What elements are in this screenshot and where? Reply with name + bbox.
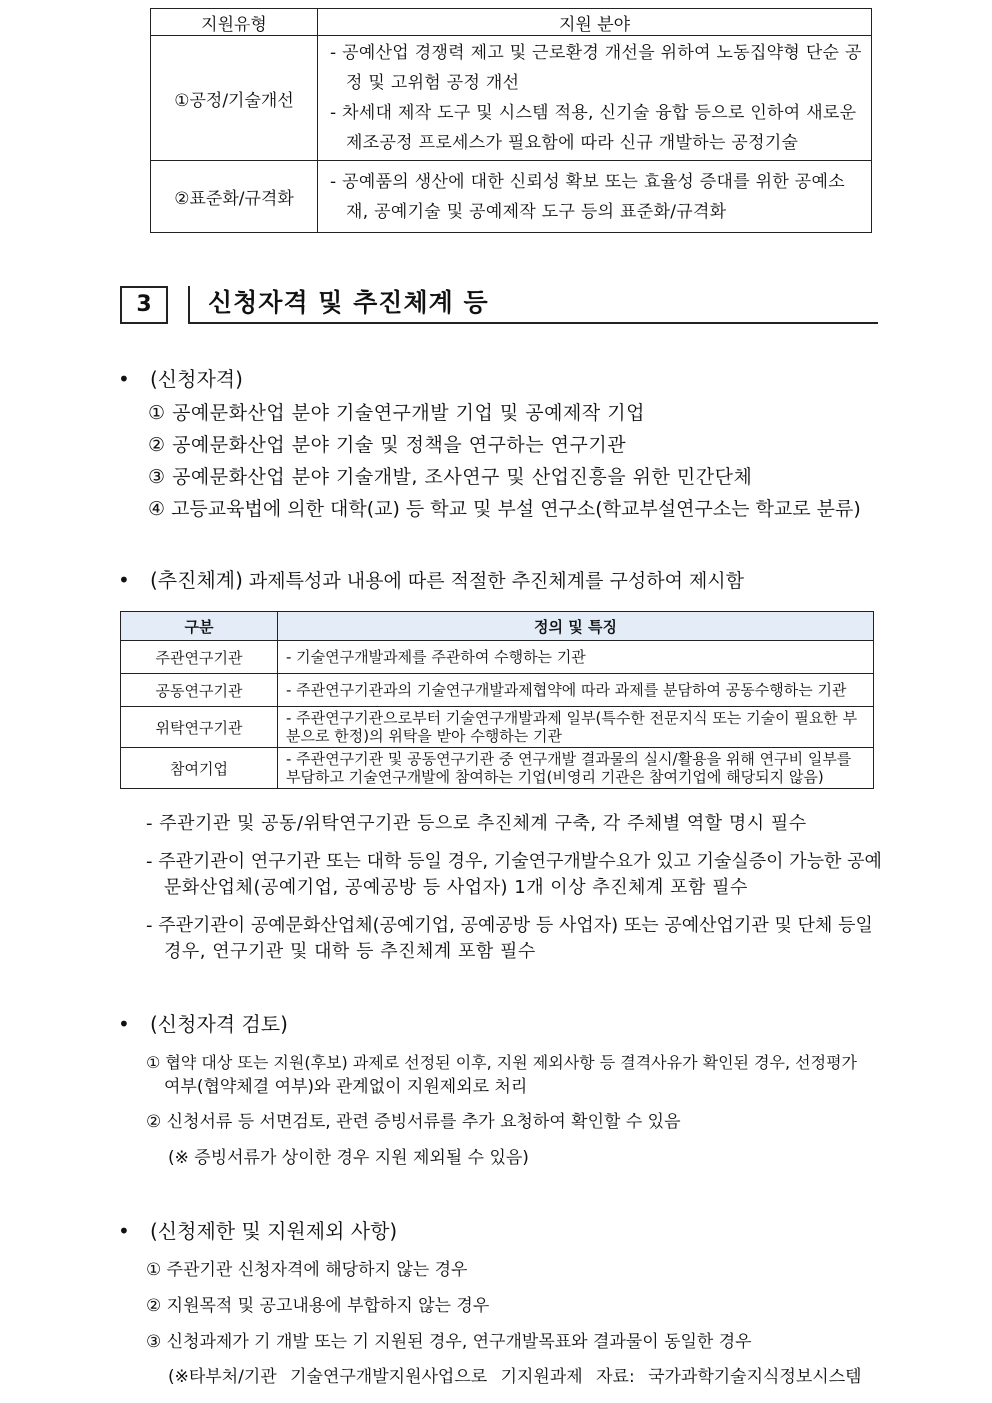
table-row [121,707,874,748]
support-type-cell: ①공정/기술개선 [151,36,318,161]
system-heading-rest: 과제특성과 내용에 따른 적절한 추진체계를 구성하여 제시함 [242,570,745,592]
table-row [121,674,874,707]
org-desc-cell: - 주관연구기관과의 기술연구개발과제협약에 따라 과제를 분담하여 공동수행하는 기관 [278,674,874,707]
restriction-line: ③ 신청과제가 기 개발 또는 기 지원된 경우, 연구개발목표와 결과물이 동일한 경우 [146,1332,752,1352]
bullet-icon: • [118,1012,130,1036]
header-support-type: 지원유형 [151,9,318,36]
system-heading-line [150,566,744,595]
support-field-item: - 공예산업 경쟁력 제고 및 근로환경 개선을 위하여 노동집약형 단순 공정 및 고위험 공정 개선 [330,43,862,93]
restriction-line: ① 주관기관 신청자격에 해당하지 않는 경우 [146,1260,468,1280]
review-line: ① 협약 대상 또는 지원(후보) 과제로 선정된 이후, 지원 제외사항 등 결격사유가 확인된 경우, 선정평가 [146,1053,857,1072]
header-definition: 정의 및 특징 [278,612,874,641]
table-row [121,748,874,789]
qualification-item: ② 공예문화산업 분야 기술 및 정책을 연구하는 연구기관 [148,434,627,456]
header-support-field: 지원 분야 [318,9,872,36]
section-divider-bar [188,286,190,324]
support-field-item: - 공예품의 생산에 대한 신뢰성 확보 또는 효율성 증대를 위한 공예소재, 공예기술 및 공예제작 도구 등의 표준화/규격화 [330,171,845,222]
support-type-cell: ②표준화/규격화 [151,161,318,233]
qualification-heading: (신청자격) [150,367,243,391]
org-type-cell: 공동연구기관 [121,674,278,707]
system-note: - 주관기관이 공예문화산업체(공예기업, 공예공방 등 사업자) 또는 공예산업기관 및 단체 등일 [146,915,873,936]
restriction-note: (※타부처/기관 기술연구개발지원사업으로 기지원과제 자료: 국가과학기술지식정보시스템 [168,1367,862,1387]
bullet-icon: • [118,367,130,391]
org-desc-cell: - 주관연구기관으로부터 기술연구개발과제 일부(특수한 전문지식 또는 기술이 필요한 부분으로 한정)의 위탁을 받아 수행하는 기관 [278,707,874,748]
table-header-row [151,9,872,36]
restriction-line: ② 지원목적 및 공고내용에 부합하지 않는 경우 [146,1296,490,1316]
system-note-cont: 문화산업체(공예기업, 공예공방 등 사업자) 1개 이상 추진체계 포함 필수 [164,877,748,898]
bullet-icon: • [118,568,130,592]
support-field-cell [318,161,872,233]
org-type-cell: 주관연구기관 [121,641,278,674]
qualification-item: ④ 고등교육법에 의한 대학(교) 등 학교 및 부설 연구소(학교부설연구소는 학교로 분류) [148,498,861,520]
review-line: ② 신청서류 등 서면검토, 관련 증빙서류를 추가 요청하여 확인할 수 있음 [146,1112,681,1132]
table-row [151,161,872,233]
org-type-cell: 참여기업 [121,748,278,789]
section-title: 신청자격 및 추진체계 등 [208,288,489,317]
restriction-heading: (신청제한 및 지원제외 사항) [150,1219,398,1243]
review-line: 여부(협약체결 여부)와 관계없이 지원제외로 처리 [164,1077,528,1097]
table-row [151,36,872,161]
qualification-item: ③ 공예문화산업 분야 기술개발, 조사연구 및 산업진흥을 위한 민간단체 [148,466,753,488]
review-note: (※ 증빙서류가 상이한 경우 지원 제외될 수 있음) [168,1148,529,1168]
table-row [121,641,874,674]
review-heading: (신청자격 검토) [150,1012,288,1036]
header-category: 구분 [121,612,278,641]
section-number-box: 3 [120,286,168,324]
system-table [120,611,874,789]
support-field-item: - 차세대 제작 도구 및 시스템 적용, 신기술 융합 등으로 인하여 새로운 제조공정 프로세스가 필요함에 따라 신규 개발하는 공정기술 [330,103,857,153]
system-note-cont: 경우, 연구기관 및 대학 등 추진체계 포함 필수 [164,941,536,962]
system-note: - 주관기관 및 공동/위탁연구기관 등으로 추진체계 구축, 각 주체별 역할 명시 필수 [146,813,807,834]
org-desc-cell: - 기술연구개발과제를 주관하여 수행하는 기관 [278,641,874,674]
table-header-row [121,612,874,641]
bullet-icon: • [118,1219,130,1243]
system-note: - 주관기관이 연구기관 또는 대학 등일 경우, 기술연구개발수요가 있고 기술실증이 가능한 공예 [146,851,882,872]
support-type-table [150,8,872,233]
system-heading: (추진체계) [150,568,243,592]
org-desc-cell: - 주관연구기관 및 공동연구기관 중 연구개발 결과물의 실시/활용을 위해 연구비 일부를 부담하고 기술연구개발에 참여하는 기업(비영리 기관은 참여기업에 해당되지 않음) [278,748,874,789]
support-field-cell [318,36,872,161]
org-type-cell: 위탁연구기관 [121,707,278,748]
section-underline [188,322,878,324]
qualification-item: ① 공예문화산업 분야 기술연구개발 기업 및 공예제작 기업 [148,402,645,424]
